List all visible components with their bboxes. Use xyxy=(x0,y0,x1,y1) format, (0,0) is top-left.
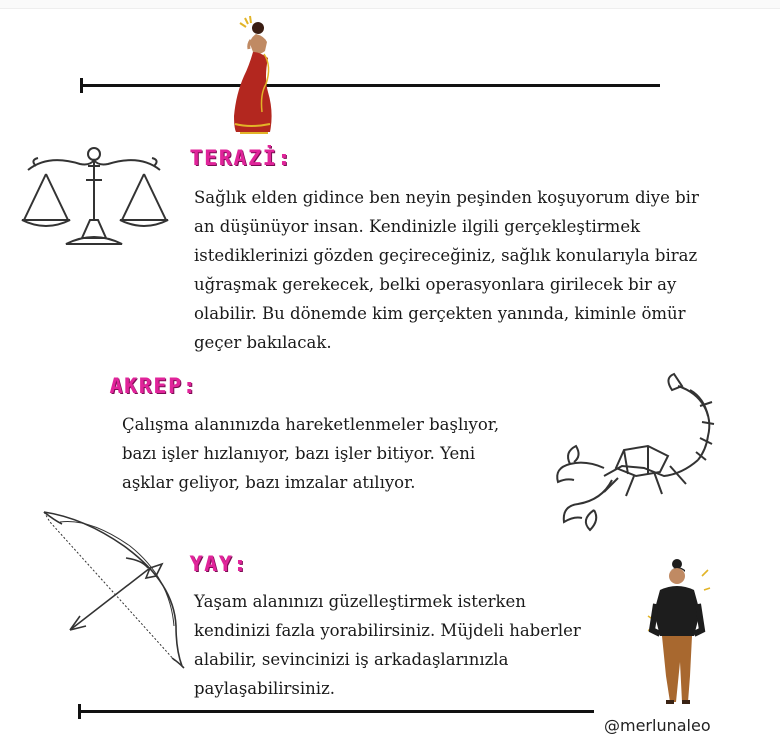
text-line: uğraşmak gerekecek, belki operasyonlara girilecek bir ay xyxy=(194,275,677,294)
scales-icon xyxy=(16,140,172,258)
top-strip xyxy=(0,0,780,9)
terazi-heading: TERAZİ: xyxy=(190,146,293,170)
akrep-text xyxy=(122,410,499,497)
yay-text xyxy=(194,587,581,703)
text-line: bazı işler hızlanıyor, bazı işler bitiyor. Yeni xyxy=(122,444,476,463)
akrep-heading: AKREP: xyxy=(110,374,198,398)
text-line: paylaşabilirsiniz. xyxy=(194,679,336,698)
scorpion-icon xyxy=(550,366,726,542)
text-line: Sağlık elden gidince ben neyin peşinden koşuyorum diye bir xyxy=(194,188,699,207)
terazi-text xyxy=(194,183,699,357)
text-line: kendinizi fazla yorabilirsiniz. Müjdeli haberler xyxy=(194,621,581,640)
text-line: Yaşam alanınızı güzelleştirmek isterken xyxy=(194,592,526,611)
text-line: geçer bakılacak. xyxy=(194,333,332,352)
text-line: olabilir. Bu dönemde kim gerçekten yanında, kiminle ömür xyxy=(194,304,686,323)
bow-arrow-icon xyxy=(40,508,188,670)
woman-figure-icon xyxy=(226,14,286,136)
bottom-divider xyxy=(78,710,594,713)
text-line: aşklar geliyor, bazı imzalar atılıyor. xyxy=(122,473,416,492)
man-figure-icon xyxy=(644,556,710,708)
yay-heading: YAY: xyxy=(190,552,249,576)
text-line: an düşünüyor insan. Kendinizle ilgili gerçekleştirmek xyxy=(194,217,641,236)
text-line: alabilir, sevincinizi iş arkadaşlarınızla xyxy=(194,650,509,669)
credit-handle: @merlunaleo xyxy=(604,716,711,735)
top-divider xyxy=(80,84,660,87)
text-line: istediklerinizi gözden geçireceğiniz, sağlık konularıyla biraz xyxy=(194,246,698,265)
text-line: Çalışma alanınızda hareketlenmeler başlıyor, xyxy=(122,415,500,434)
